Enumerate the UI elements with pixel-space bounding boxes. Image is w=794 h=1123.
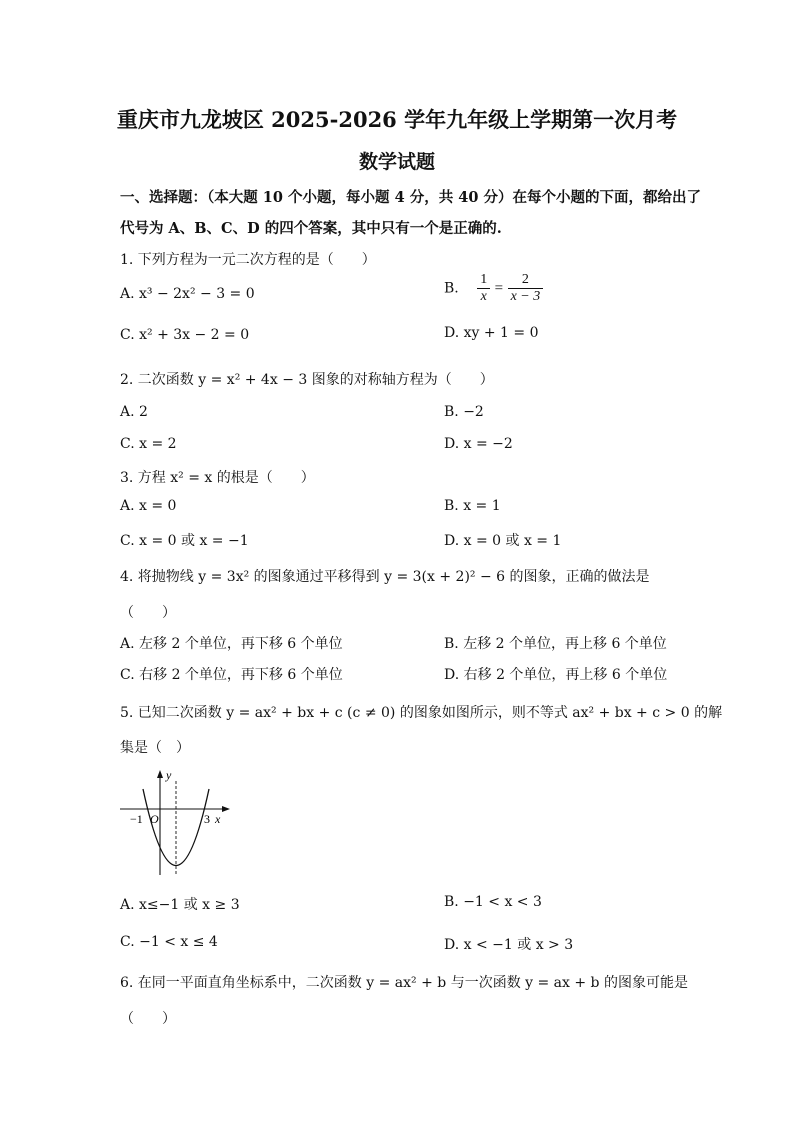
question-1-option-c: C. x² + 3x − 2 = 0 (120, 327, 250, 343)
question-3-option-b: B. x = 1 (444, 498, 501, 514)
origin-label: O (150, 812, 159, 826)
question-5-stem-line2: 集是（ ） (120, 740, 190, 756)
question-3-stem: 3. 方程 x² = x 的根是（ ） (120, 470, 315, 486)
parabola-graph (118, 767, 234, 879)
question-5-option-c: C. −1 < x ≤ 4 (120, 934, 218, 950)
fraction-rhs (508, 272, 544, 305)
question-4-stem: 4. 将抛物线 y = 3x² 的图象通过平移得到 y = 3(x + 2)² − 6 的图象，正确的做法是 (120, 569, 650, 585)
page-title: 重庆市九龙坡区 2025-2026 学年九年级上学期第一次月考 (116, 107, 678, 132)
question-1-option-a: A. x³ − 2x² − 3 = 0 (120, 286, 255, 302)
question-5-option-b: B. −1 < x < 3 (444, 894, 542, 910)
question-2-option-a: A. 2 (120, 404, 148, 420)
fraction-lhs-numerator: 1 (477, 272, 490, 289)
x-axis-label: x (215, 812, 221, 826)
question-4-stem-bracket: （ ） (120, 605, 176, 621)
question-5-stem: 5. 已知二次函数 y = ax² + bx + c (c ≠ 0) 的图象如图所示，则不等式 ax² + bx + c > 0 的解 (120, 705, 723, 721)
question-3-option-a: A. x = 0 (120, 498, 177, 514)
fraction-lhs-denominator: x (480, 289, 487, 304)
question-1-option-b (444, 272, 543, 305)
question-2-option-d: D. x = −2 (444, 436, 513, 452)
question-6-stem: 6. 在同一平面直角坐标系中，二次函数 y = ax² + b 与一次函数 y = ax + b 的图象可能是 (120, 975, 688, 991)
question-3-option-c: C. x = 0 或 x = −1 (120, 533, 249, 549)
fraction-rhs-numerator: 2 (508, 272, 544, 289)
question-4-option-b: B. 左移 2 个单位，再上移 6 个单位 (444, 636, 667, 652)
option-b-label: B. (444, 280, 459, 297)
fraction-rhs-denominator: x − 3 (510, 289, 541, 304)
question-2-option-b: B. −2 (444, 404, 484, 420)
root-left-label: −1 (130, 812, 143, 826)
section-heading-line2: 代号为 A、B、C、D 的四个答案，其中只有一个是正确的. (120, 220, 502, 237)
question-4-option-d: D. 右移 2 个单位，再上移 6 个单位 (444, 667, 668, 683)
page-subtitle: 数学试题 (358, 151, 435, 173)
question-2-stem: 2. 二次函数 y = x² + 4x − 3 图象的对称轴方程为（ ） (120, 372, 494, 388)
fraction-lhs (477, 272, 490, 305)
section-heading-line1: 一、选择题：（本大题 10 个小题，每小题 4 分，共 40 分）在每个小题的下面，都给出了 (120, 189, 701, 206)
x-axis-arrow-icon (222, 806, 230, 812)
question-5-option-a: A. x≤−1 或 x ≥ 3 (120, 897, 240, 913)
question-6-stem-bracket: （ ） (120, 1011, 176, 1027)
equals-sign: = (494, 280, 504, 297)
question-1-stem: 1. 下列方程为一元二次方程的是（ ） (120, 252, 376, 268)
question-4-option-a: A. 左移 2 个单位，再下移 6 个单位 (120, 636, 343, 652)
root-right-label: 3 (204, 812, 210, 826)
question-3-option-d: D. x = 0 或 x = 1 (444, 533, 562, 549)
question-1-option-d: D. xy + 1 = 0 (444, 325, 539, 341)
y-axis-label: y (166, 768, 172, 782)
y-axis-arrow-icon (157, 770, 163, 778)
question-2-option-c: C. x = 2 (120, 436, 177, 452)
question-5-option-d: D. x < −1 或 x > 3 (444, 937, 574, 953)
question-4-option-c: C. 右移 2 个单位，再下移 6 个单位 (120, 667, 343, 683)
